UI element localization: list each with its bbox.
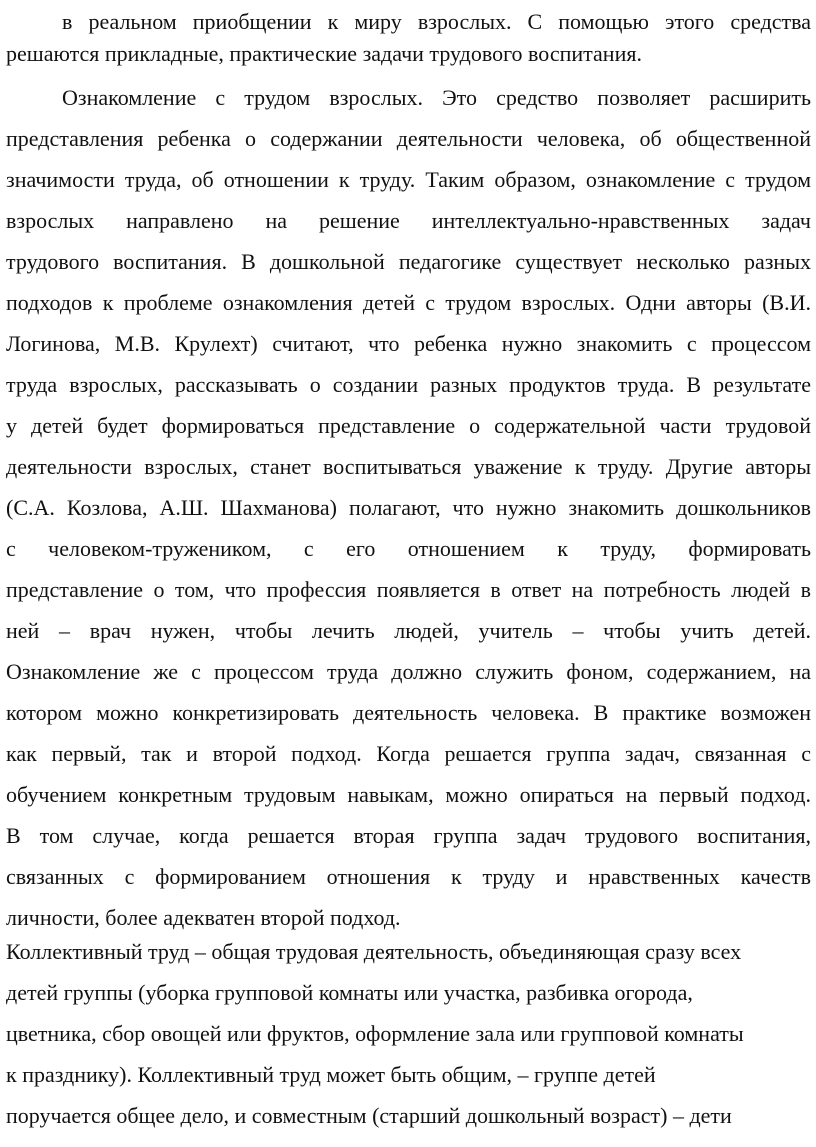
text-line: взрослых направлено на решение интеллектуально-нравственных задач [6, 208, 811, 233]
text-line: к празднику). Коллективный труд может быть общим, – группе детей [6, 1062, 656, 1087]
text-line: в реальном приобщении к миру взрослых. С помощью этого средства [62, 9, 811, 34]
text-line: (С.А. Козлова, А.Ш. Шахманова) полагают, что нужно знакомить дошкольников [6, 495, 811, 520]
text-line: связанных с формированием отношения к труду и нравственных качеств [6, 864, 811, 889]
text-line: Ознакомление же с процессом труда должно служить фоном, содержанием, на [6, 659, 811, 684]
text-line: подходов к проблеме ознакомления детей с трудом взрослых. Одни авторы (В.И. [6, 290, 811, 315]
text-line: обучением конкретным трудовым навыкам, можно опираться на первый подход. [6, 782, 811, 807]
text-line: деятельности взрослых, станет воспитываться уважение к труду. Другие авторы [6, 454, 811, 479]
text-line: цветника, сбор овощей или фруктов, оформление зала или групповой комнаты [6, 1021, 744, 1046]
text-line: значимости труда, об отношении к труду. Таким образом, ознакомление с трудом [6, 167, 811, 192]
text-line: трудового воспитания. В дошкольной педагогике существует несколько разных [6, 249, 811, 274]
text-line: поручается общее дело, и совместным (старший дошкольный возраст) – дети [6, 1103, 732, 1128]
text-line: Ознакомление с трудом взрослых. Это средство позволяет расширить [62, 85, 811, 110]
text-line: детей группы (уборка групповой комнаты или участка, разбивка огорода, [6, 980, 693, 1005]
text-line: с человеком-тружеником, с его отношением к труду, формировать [6, 536, 811, 561]
text-line: Логинова, М.В. Крулехт) считают, что ребенка нужно знакомить с процессом [6, 331, 811, 356]
text-line: личности, более адекватен второй подход. [6, 905, 401, 930]
text-line: представления ребенка о содержании деятельности человека, об общественной [6, 126, 811, 151]
text-line: решаются прикладные, практические задачи трудового воспитания. [6, 41, 642, 66]
text-line: у детей будет формироваться представление о содержательной части трудовой [6, 413, 811, 438]
text-line: труда взрослых, рассказывать о создании разных продуктов труда. В результате [6, 372, 811, 397]
text-line: представление о том, что профессия появляется в ответ на потребность людей в [6, 577, 811, 602]
text-line: В том случае, когда решается вторая группа задач трудового воспитания, [6, 823, 811, 848]
text-line: котором можно конкретизировать деятельность человека. В практике возможен [6, 700, 811, 725]
text-line: Коллективный труд – общая трудовая деятельность, объединяющая сразу всех [6, 939, 742, 964]
text-line: ней – врач нужен, чтобы лечить людей, учитель – чтобы учить детей. [6, 618, 811, 643]
text-line: как первый, так и второй подход. Когда решается группа задач, связанная с [6, 741, 811, 766]
